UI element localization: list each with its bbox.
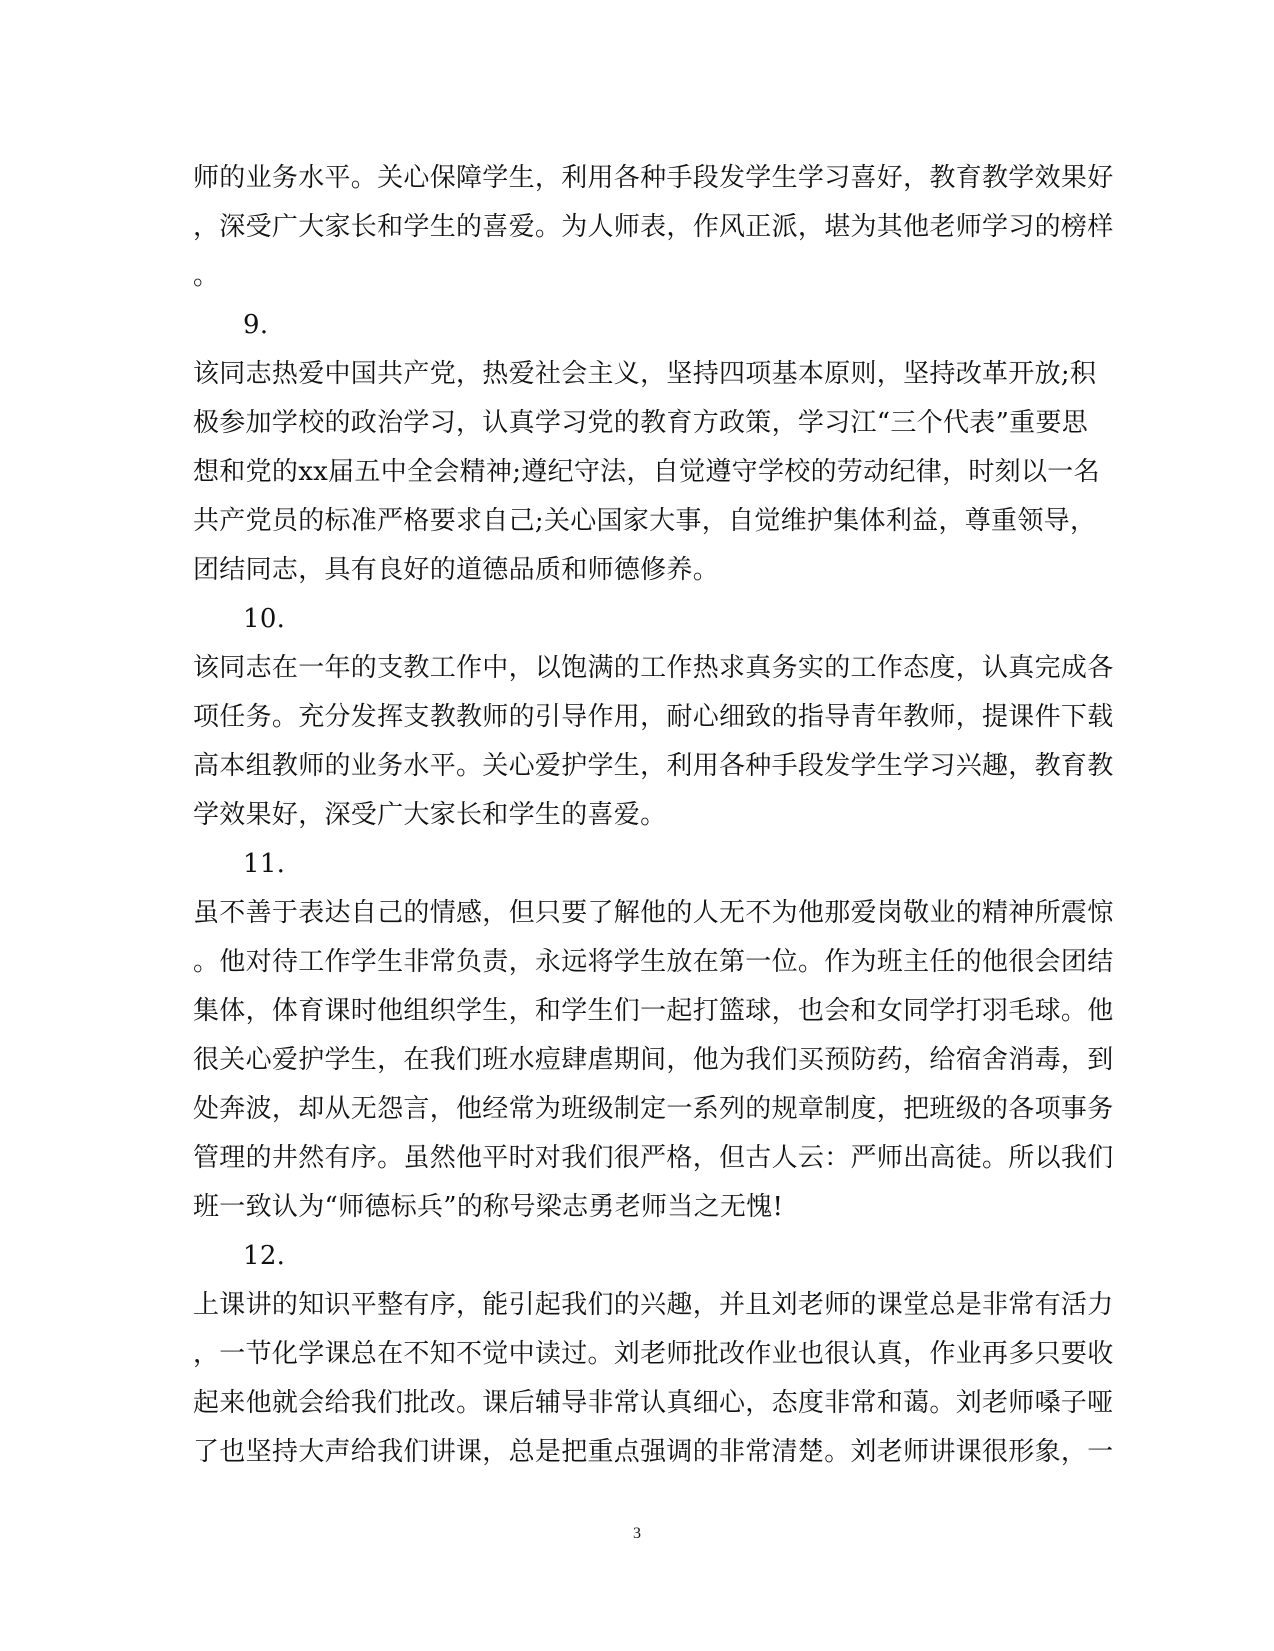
item-number: 11. — [243, 849, 286, 879]
text-line: 。他对待工作学生非常负责，永远将学生放在第一位。作为班主任的他很会团结 — [193, 947, 1114, 977]
text-line: 该同志热爱中国共产党，热爱社会主义，坚持四项基本原则，坚持改革开放;积 — [193, 359, 1097, 389]
text-line: 学效果好，深受广大家长和学生的喜爱。 — [193, 800, 667, 830]
text-line: 起来他就会给我们批改。课后辅导非常认真细心，态度非常和蔼。刘老师嗓子哑 — [193, 1388, 1114, 1418]
text-line: 了也坚持大声给我们讲课，总是把重点强调的非常清楚。刘老师讲课很形象，一 — [193, 1437, 1114, 1467]
item-number: 9. — [243, 310, 269, 340]
text-line: 团结同志，具有良好的道德品质和师德修养。 — [193, 555, 720, 585]
text-line: 虽不善于表达自己的情感，但只要了解他的人无不为他那爱岗敬业的精神所震惊 — [193, 898, 1114, 928]
item-number: 10. — [243, 604, 286, 634]
document-body — [193, 154, 1114, 1477]
text-line: ，一节化学课总在不知不觉中读过。刘老师批改作业也很认真，作业再多只要收 — [193, 1339, 1114, 1369]
text-line: ，深受广大家长和学生的喜爱。为人师表，作风正派，堪为其他老师学习的榜样 — [193, 212, 1114, 242]
text-line: 上课讲的知识平整有序，能引起我们的兴趣，并且刘老师的课堂总是非常有活力 — [193, 1290, 1114, 1320]
text-line: 。 — [193, 261, 220, 291]
text-line: 该同志在一年的支教工作中，以饱满的工作热求真务实的工作态度，认真完成各 — [193, 653, 1114, 683]
text-line: 极参加学校的政治学习，认真学习党的教育方政策，学习江“三个代表”重要思 — [193, 408, 1089, 438]
text-line: 共产党员的标准严格要求自己;关心国家大事，自觉维护集体利益，尊重领导， — [193, 506, 1097, 536]
text-line: 处奔波，却从无怨言，他经常为班级制定一系列的规章制度，把班级的各项事务 — [193, 1094, 1114, 1124]
text-line: 集体，体育课时他组织学生，和学生们一起打篮球，也会和女同学打羽毛球。他 — [193, 996, 1114, 1026]
item-number: 12. — [243, 1241, 286, 1271]
page-number: 3 — [633, 1525, 641, 1542]
text-line: 师的业务水平。关心保障学生，利用各种手段发学生学习喜好，教育教学效果好 — [193, 163, 1114, 193]
text-line: 管理的井然有序。虽然他平时对我们很严格，但古人云：严师出高徒。所以我们 — [193, 1143, 1114, 1173]
text-line: 项任务。充分发挥支教教师的引导作用，耐心细致的指导青年教师，提课件下载 — [193, 702, 1114, 732]
text-line: 高本组教师的业务水平。关心爱护学生，利用各种手段发学生学习兴趣，教育教 — [193, 751, 1114, 781]
text-line: 想和党的xx届五中全会精神;遵纪守法，自觉遵守学校的劳动纪律，时刻以一名 — [193, 457, 1100, 487]
text-line: 班一致认为“师德标兵”的称号梁志勇老师当之无愧! — [193, 1192, 784, 1222]
text-line: 很关心爱护学生，在我们班水痘肆虐期间，他为我们买预防药，给宿舍消毒，到 — [193, 1045, 1114, 1075]
